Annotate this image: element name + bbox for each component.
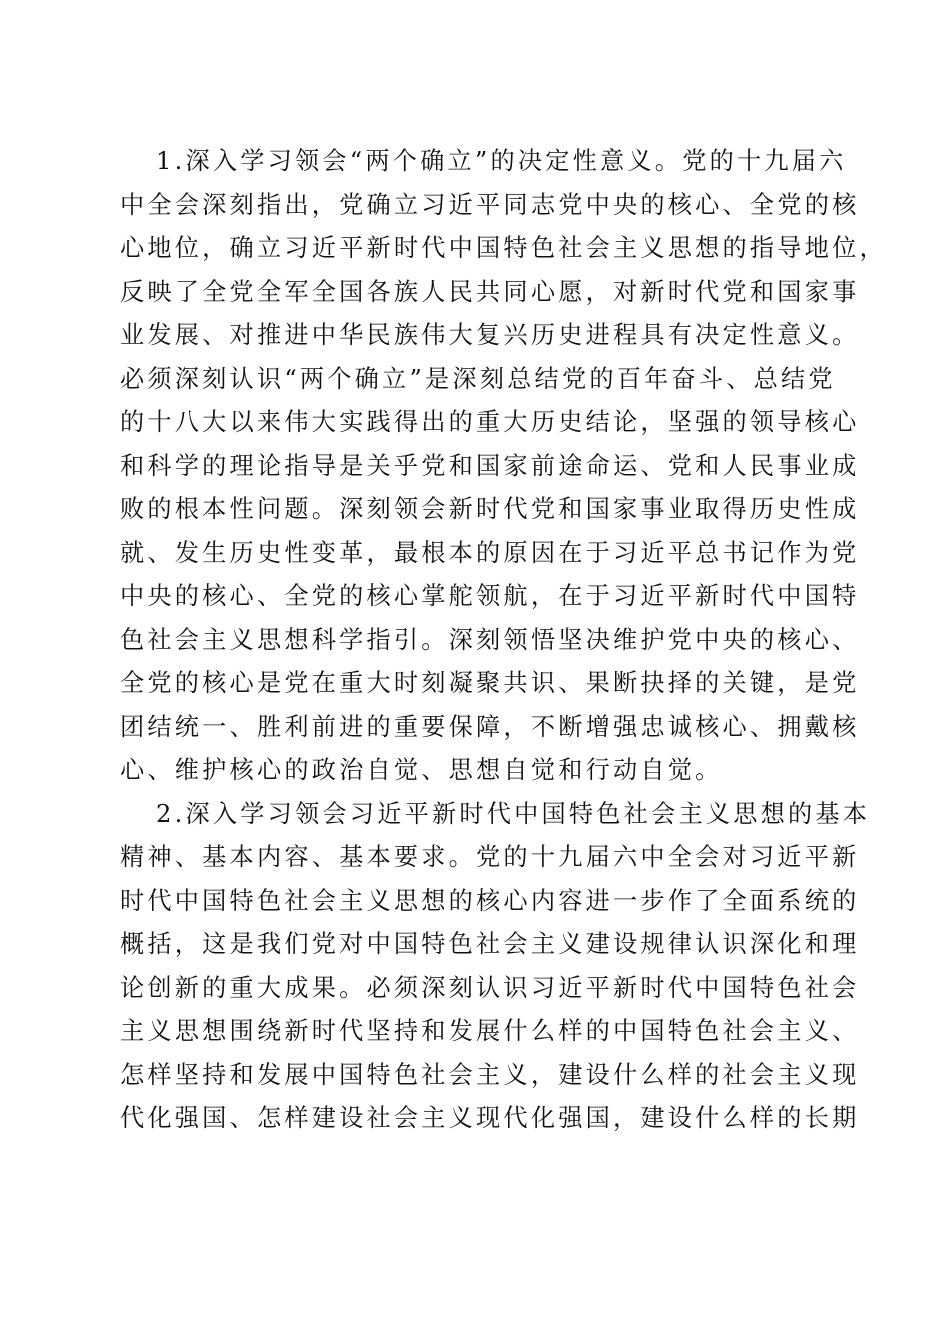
paragraph-line: 2.深入学习领会习近平新时代中国特色社会主义思想的基本 (156, 799, 871, 828)
paragraph-line: 中央的核心、全党的核心掌舵领航，在于习近平新时代中国特 (120, 582, 860, 610)
paragraph-2 (120, 793, 871, 1141)
paragraph-line: 的十八大以来伟大实践得出的重大历史结论，坚强的领导核心 (120, 408, 860, 436)
paragraph-line: 精神、基本内容、基本要求。党的十九届六中全会对习近平新 (120, 843, 860, 871)
paragraph-line: 心、维护核心的政治自觉、思想自觉和行动自觉。 (120, 756, 723, 784)
paragraph-line: 时代中国特色社会主义思想的核心内容进一步作了全面系统的 (120, 886, 860, 915)
document-body (120, 140, 887, 1141)
paragraph-line: 中全会深刻指出，党确立习近平同志党中央的核心、全党的核 (120, 190, 860, 219)
paragraph-line: 败的根本性问题。深刻领会新时代党和国家事业取得历史性成 (120, 495, 860, 523)
paragraph-line: 代化强国、怎样建设社会主义现代化强国，建设什么样的长期 (120, 1104, 860, 1132)
paragraph-line: 反映了全党全军全国各族人民共同心愿，对新时代党和国家事 (120, 277, 860, 306)
paragraph-line: 概括，这是我们党对中国特色社会主义建设规律认识深化和理 (120, 930, 860, 958)
paragraph-line: 必须深刻认识“两个确立”是深刻总结党的百年奋斗、总结党 (120, 364, 836, 393)
paragraph-line: 主义思想围绕新时代坚持和发展什么样的中国特色社会主义、 (120, 1017, 860, 1045)
paragraph-line: 色社会主义思想科学指引。深刻领悟坚决维护党中央的核心、 (120, 625, 860, 654)
paragraph-line: 心地位，确立习近平新时代中国特色社会主义思想的指导地位， (120, 234, 887, 262)
paragraph-line: 1.深入学习领会“两个确立”的决定性意义。党的十九届六 (156, 147, 847, 175)
paragraph-line: 和科学的理论指导是关乎党和国家前途命运、党和人民事业成 (120, 451, 860, 480)
paragraph-line: 就、发生历史性变革，最根本的原因在于习近平总书记作为党 (120, 538, 860, 567)
paragraph-line: 论创新的重大成果。必须深刻认识习近平新时代中国特色社会 (120, 973, 860, 1002)
paragraph-line: 全党的核心是党在重大时刻凝聚共识、果断抉择的关键，是党 (120, 669, 860, 697)
paragraph-line: 团结统一、胜利前进的重要保障，不断增强忠诚核心、拥戴核 (120, 712, 860, 741)
paragraph-line: 怎样坚持和发展中国特色社会主义，建设什么样的社会主义现 (120, 1060, 860, 1089)
paragraph-line: 业发展、对推进中华民族伟大复兴历史进程具有决定性意义。 (120, 321, 860, 349)
paragraph-1 (120, 140, 887, 793)
